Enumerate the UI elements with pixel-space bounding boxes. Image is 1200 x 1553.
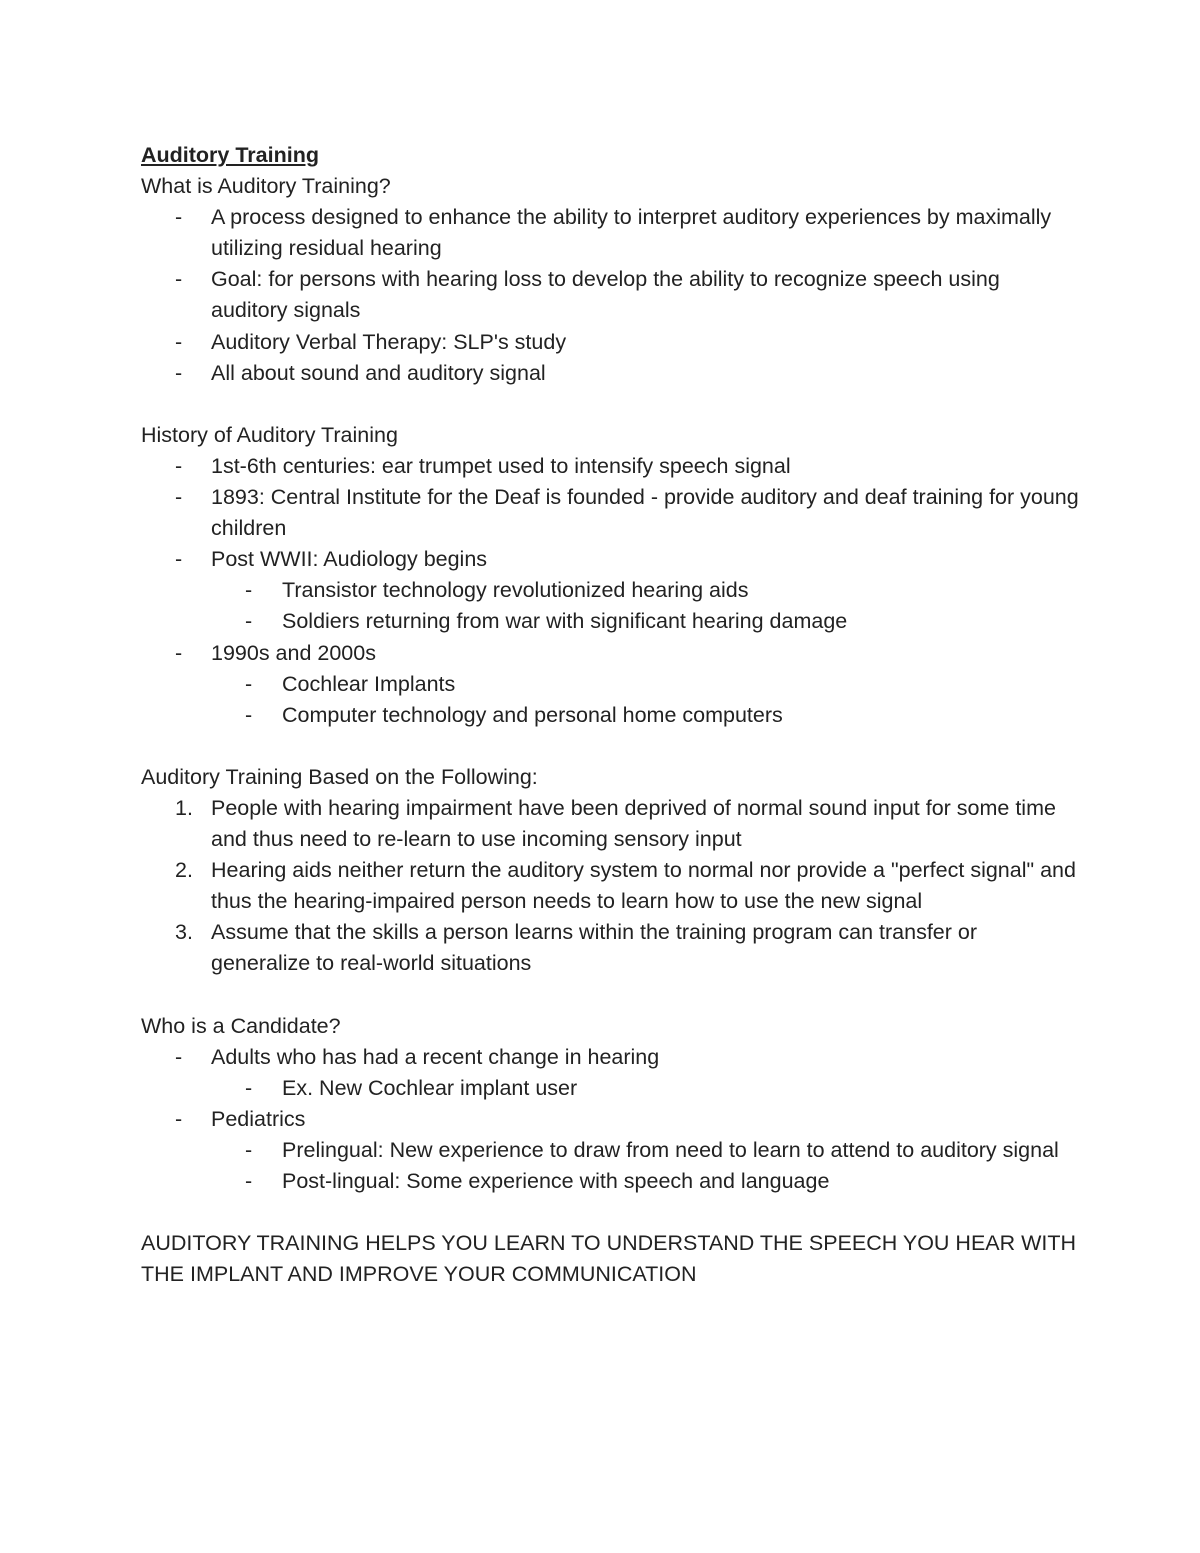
bullet-dash: - bbox=[245, 1138, 253, 1162]
list-item bbox=[141, 1042, 1081, 1073]
bullet-dash: - bbox=[245, 702, 253, 727]
spacer bbox=[141, 980, 1081, 1011]
bullet-dash: - bbox=[245, 671, 253, 696]
item-number: 2. bbox=[175, 858, 193, 883]
section-heading-candidate: Who is a Candidate? bbox=[141, 1013, 341, 1038]
list-item-text: Post WWII: Audiology begins bbox=[211, 547, 488, 572]
bullet-dash: - bbox=[245, 1169, 253, 1194]
bullet-dash: - bbox=[245, 1075, 253, 1100]
list-item-text: Assume that the skills a person learns within the training program can transfer or generalize to real-world situations bbox=[211, 920, 978, 976]
closing-statement: AUDITORY TRAINING HELPS YOU LEARN TO UNDERSTAND THE SPEECH YOU HEAR WITH THE IMPLANT AND IMPROVE YOUR COMMUNICATION bbox=[141, 1231, 1077, 1287]
list-item bbox=[141, 544, 1081, 575]
list-item bbox=[141, 638, 1081, 669]
list-item bbox=[141, 358, 1081, 389]
bullet-dash: - bbox=[175, 547, 183, 572]
list-item-text: Computer technology and personal home computers bbox=[282, 702, 783, 727]
page-title: Auditory Training bbox=[141, 143, 319, 167]
sub-list-item bbox=[141, 700, 1081, 731]
sub-list-item bbox=[141, 1135, 1081, 1166]
bullet-dash: - bbox=[175, 329, 183, 354]
list-item bbox=[141, 482, 1081, 544]
spacer bbox=[141, 731, 1081, 762]
list-item-text: Transistor technology revolutionized hearing aids bbox=[282, 578, 749, 603]
list-item-text: Post-lingual: Some experience with speech and language bbox=[282, 1169, 830, 1194]
numbered-item bbox=[141, 793, 1081, 855]
numbered-item bbox=[141, 855, 1081, 917]
list-item-text: Ex. New Cochlear implant user bbox=[282, 1075, 578, 1100]
list-item-text: Goal: for persons with hearing loss to develop the ability to recognize speech using auditory signals bbox=[211, 267, 1000, 323]
bullet-dash: - bbox=[175, 640, 183, 665]
sub-list-item bbox=[141, 575, 1081, 606]
list-item-text: 1893: Central Institute for the Deaf is founded - provide auditory and deaf training for young children bbox=[211, 485, 1079, 541]
bullet-dash: - bbox=[175, 485, 183, 510]
list-item-text: 1990s and 2000s bbox=[211, 640, 376, 665]
bullet-dash: - bbox=[175, 267, 183, 292]
document-page bbox=[141, 140, 1081, 1290]
section-heading-based: Auditory Training Based on the Following: bbox=[141, 764, 538, 789]
list-item-text: Cochlear Implants bbox=[282, 671, 456, 696]
list-item bbox=[141, 202, 1081, 264]
list-item bbox=[141, 264, 1081, 326]
item-number: 1. bbox=[175, 795, 193, 820]
sub-list-item bbox=[141, 1073, 1081, 1104]
bullet-dash: - bbox=[175, 453, 183, 478]
section-heading-history: History of Auditory Training bbox=[141, 422, 398, 447]
list-item-text: A process designed to enhance the ability to interpret auditory experiences by maximally utilizing residual hearing bbox=[211, 205, 1052, 261]
list-item-text: Prelingual: New experience to draw from need to learn to attend to auditory signal bbox=[282, 1138, 1059, 1162]
section-heading-what: What is Auditory Training? bbox=[141, 174, 391, 199]
item-number: 3. bbox=[175, 920, 193, 945]
list-item-text: Adults who has had a recent change in hearing bbox=[211, 1044, 660, 1069]
bullet-dash: - bbox=[175, 1106, 183, 1131]
list-item-text: All about sound and auditory signal bbox=[211, 360, 546, 385]
bullet-dash: - bbox=[175, 1044, 183, 1069]
bullet-dash: - bbox=[175, 205, 183, 230]
bullet-dash: - bbox=[245, 578, 253, 603]
numbered-item bbox=[141, 917, 1081, 979]
sub-list-item bbox=[141, 1166, 1081, 1197]
spacer bbox=[141, 1197, 1081, 1228]
list-item-text: Hearing aids neither return the auditory system to normal nor provide a "perfect signal" and thus the hearing-impaired person needs to learn how to use the new signal bbox=[211, 858, 1076, 914]
list-item bbox=[141, 1104, 1081, 1135]
spacer bbox=[141, 389, 1081, 420]
sub-list-item bbox=[141, 606, 1081, 637]
sub-list-item bbox=[141, 669, 1081, 700]
list-item-text: People with hearing impairment have been deprived of normal sound input for some time and thus need to re-learn to use incoming sensory input bbox=[211, 795, 1056, 852]
list-item-text: Soldiers returning from war with significant hearing damage bbox=[282, 609, 848, 634]
bullet-dash: - bbox=[245, 609, 253, 634]
bullet-dash: - bbox=[175, 360, 183, 385]
list-item bbox=[141, 451, 1081, 482]
list-item-text: Pediatrics bbox=[211, 1106, 306, 1131]
list-item-text: 1st-6th centuries: ear trumpet used to intensify speech signal bbox=[211, 453, 791, 478]
list-item-text: Auditory Verbal Therapy: SLP's study bbox=[211, 329, 567, 354]
list-item bbox=[141, 327, 1081, 358]
